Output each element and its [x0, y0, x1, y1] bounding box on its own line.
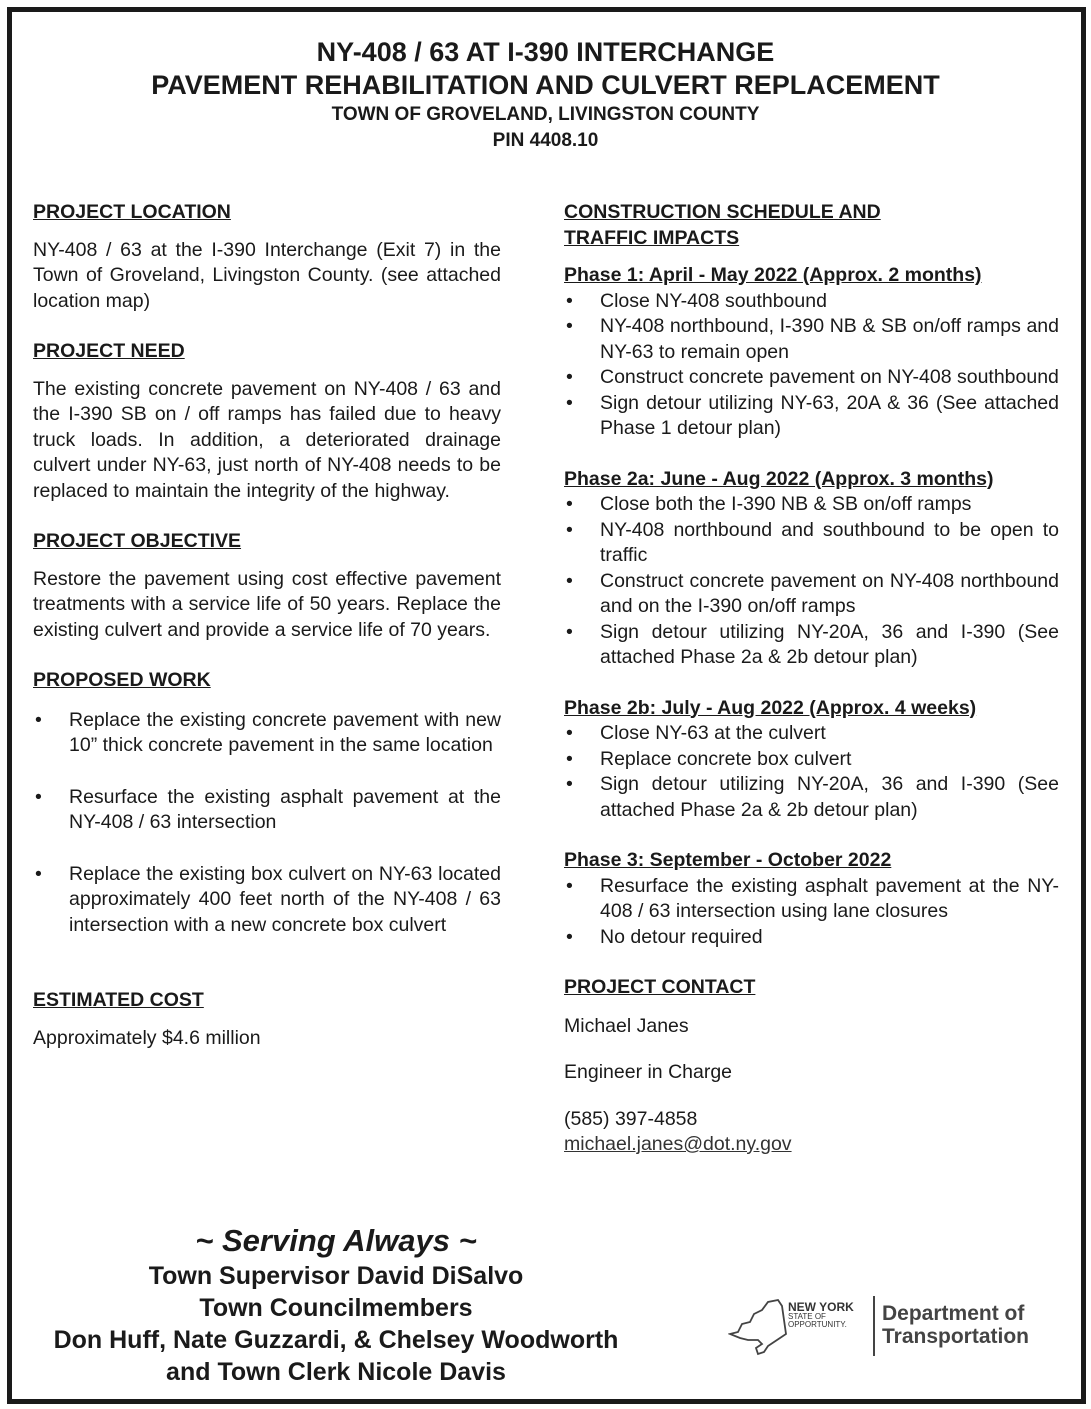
- location-subtitle: TOWN OF GROVELAND, LIVINGSTON COUNTY: [331, 104, 760, 125]
- list-item: • Resurface the existing asphalt pavement at the NY-408 / 63 intersection using lane closures: [564, 874, 1059, 925]
- list-item: • Replace the existing concrete pavement with new 10” thick concrete pavement in the same location: [33, 708, 501, 759]
- project-location-text: NY-408 / 63 at the I-390 Interchange (Exit 7) in the Town of Groveland, Livingston County. (see attached location map): [33, 238, 501, 312]
- project-contact-heading: PROJECT CONTACT: [564, 976, 756, 998]
- proposed-work-list: [33, 708, 501, 939]
- project-location-heading: PROJECT LOCATION: [33, 201, 231, 223]
- project-need-text: The existing concrete pavement on NY-408 / 63 and the I-390 SB on / off ramps has failed due to heavy truck loads. In addition, a deteriorated drainage culvert under NY-63, just north of NY-408 needs to be replaced to maintain the integrity of the highway.: [33, 377, 501, 502]
- list-item: • NY-408 northbound, I-390 NB & SB on/off ramps and NY-63 to remain open: [564, 314, 1059, 365]
- dot-wordmark: [882, 1302, 1029, 1348]
- list-item: • Sign detour utilizing NY-63, 20A & 36 (See attached Phase 1 detour plan): [564, 391, 1059, 442]
- contact-title: Engineer in Charge: [564, 1061, 733, 1083]
- phase-2a-list: [564, 492, 1059, 671]
- proposed-work-heading: PROPOSED WORK: [33, 669, 211, 691]
- ny-state-outline-icon: [728, 1294, 788, 1360]
- contact-name: Michael Janes: [564, 1014, 689, 1037]
- list-item: • Close NY-63 at the culvert: [564, 721, 1059, 747]
- motto: ~ Serving Always ~: [195, 1223, 477, 1258]
- phase-1-title: Phase 1: April - May 2022 (Approx. 2 months): [564, 264, 982, 286]
- project-objective-text: Restore the pavement using cost effective pavement treatments with a service life of 50 years. Replace the existing culvert and provide a service life of 70 years.: [33, 567, 501, 641]
- list-item: • Construct concrete pavement on NY-408 southbound: [564, 365, 1059, 391]
- phase-1-list: [564, 289, 1059, 442]
- title-line-2: PAVEMENT REHABILITATION AND CULVERT REPLACEMENT: [151, 70, 940, 100]
- pin-number: PIN 4408.10: [492, 130, 599, 151]
- schedule-heading-2: TRAFFIC IMPACTS: [564, 226, 740, 249]
- project-need-heading: PROJECT NEED: [33, 340, 185, 362]
- council-label: Town Councilmembers: [199, 1294, 473, 1322]
- right-column: [564, 200, 1059, 1158]
- phase-2b-title: Phase 2b: July - Aug 2022 (Approx. 4 weeks): [564, 696, 977, 719]
- ny-line-2: STATE OF: [788, 1312, 826, 1321]
- list-item: • No detour required: [564, 925, 1059, 951]
- dept-line-2: Transportation: [882, 1325, 1030, 1348]
- ny-line-1: NEW YORK: [788, 1300, 854, 1314]
- list-item: • Close both the I-390 NB & SB on/off ramps: [564, 492, 1059, 518]
- nysdot-logo: [728, 1294, 1058, 1360]
- contact-email-link[interactable]: michael.janes@dot.ny.gov: [564, 1133, 792, 1155]
- town-supervisor: Town Supervisor David DiSalvo: [148, 1262, 524, 1290]
- list-item: • Sign detour utilizing NY-20A, 36 and I-390 (See attached Phase 2a & 2b detour plan): [564, 620, 1059, 671]
- list-item: • NY-408 northbound and southbound to be open to traffic: [564, 518, 1059, 569]
- ny-line-3: OPPORTUNITY.: [788, 1320, 847, 1329]
- council-names: Don Huff, Nate Guzzardi, & Chelsey Woodworth: [53, 1326, 619, 1354]
- dept-line-1: Department of: [882, 1302, 1025, 1325]
- phase-2b-list: [564, 721, 1059, 823]
- logo-divider: [873, 1296, 875, 1356]
- title-line-1: NY-408 / 63 AT I-390 INTERCHANGE: [316, 37, 775, 67]
- left-column: [33, 200, 501, 1051]
- contact-phone: (585) 397-4858: [564, 1107, 698, 1130]
- phase-3-title: Phase 3: September - October 2022: [564, 849, 892, 871]
- list-item: • Sign detour utilizing NY-20A, 36 and I-390 (See attached Phase 2a & 2b detour plan): [564, 772, 1059, 823]
- project-objective-heading: PROJECT OBJECTIVE: [33, 530, 242, 552]
- estimated-cost-heading: ESTIMATED COST: [33, 989, 204, 1011]
- ny-opportunity-wordmark: [788, 1302, 854, 1329]
- phase-2a-title: Phase 2a: June - Aug 2022 (Approx. 3 months): [564, 467, 994, 490]
- list-item: • Resurface the existing asphalt pavement at the NY-408 / 63 intersection: [33, 785, 501, 836]
- town-clerk: and Town Clerk Nicole Davis: [166, 1358, 506, 1386]
- list-item: • Replace concrete box culvert: [564, 747, 1059, 773]
- list-item: • Replace the existing box culvert on NY-63 located approximately 400 feet north of the NY-408 / 63 intersection with a new concrete box culvert: [33, 862, 501, 939]
- list-item: • Close NY-408 southbound: [564, 289, 1059, 315]
- phase-3-list: [564, 874, 1059, 951]
- estimated-cost-text: Approximately $4.6 million: [33, 1026, 261, 1049]
- schedule-heading-1: CONSTRUCTION SCHEDULE AND: [564, 201, 881, 223]
- list-item: • Construct concrete pavement on NY-408 northbound and on the I-390 on/off ramps: [564, 569, 1059, 620]
